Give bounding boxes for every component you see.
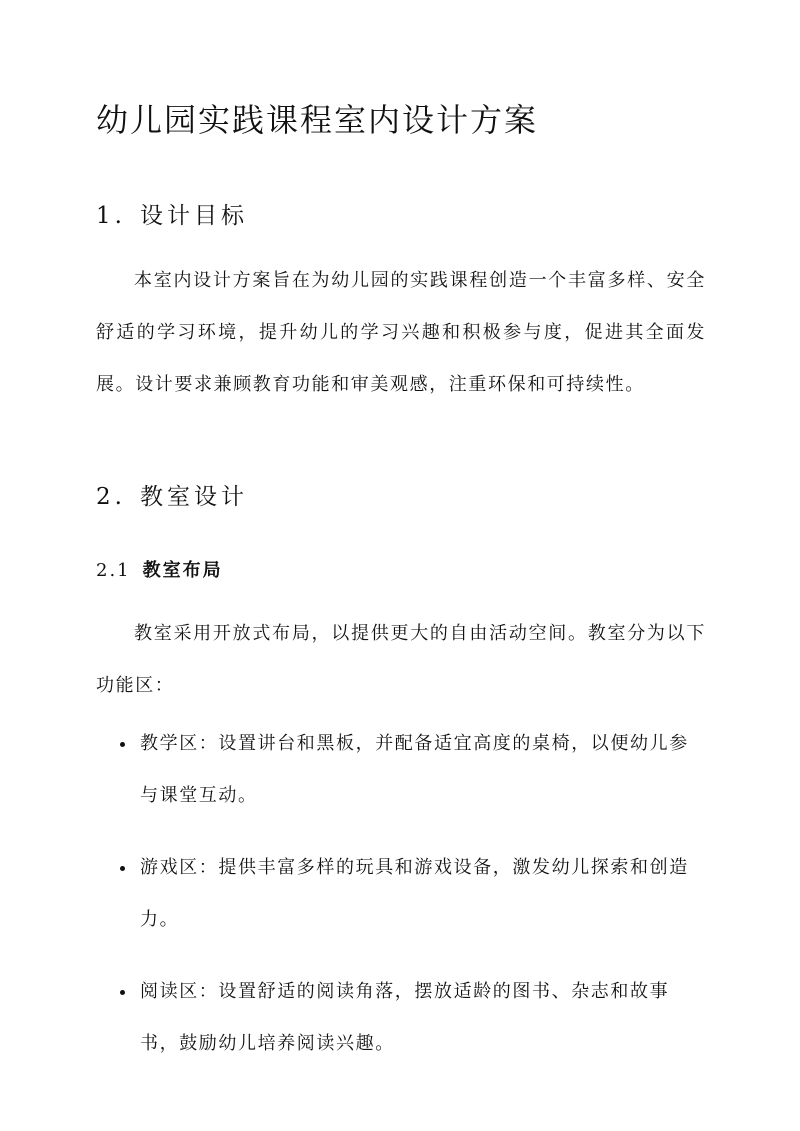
- section-title: 设计目标: [139, 203, 248, 229]
- design-goals-paragraph: 本室内设计方案旨在为幼儿园的实践课程创造一个丰富多样、安全舒适的学习环境，提升幼儿的学习兴趣和积极参与度，促进其全面发展。设计要求兼顾教育功能和审美观感，注重环保和可持续性。: [96, 270, 706, 395]
- bullet-icon: [120, 990, 125, 995]
- section-title: 教室设计: [139, 484, 248, 510]
- list-item-play-area: [96, 842, 706, 946]
- section-number: 1.: [96, 203, 126, 229]
- list-item-text: 教学区：设置讲台和黑板，并配备适宜高度的桌椅，以便幼儿参与课堂互动。: [140, 733, 689, 806]
- section-heading-classroom-design: [96, 478, 248, 511]
- bullet-icon: [120, 866, 125, 871]
- subsection-title: 教室布局: [142, 560, 223, 581]
- list-item-text: 阅读区：设置舒适的阅读角落，摆放适龄的图书、杂志和故事书，鼓励幼儿培养阅读兴趣。: [140, 981, 670, 1054]
- section-heading-design-goals: [96, 197, 248, 230]
- subsection-heading-classroom-layout: [96, 556, 223, 582]
- subsection-number: 2.1: [96, 560, 131, 581]
- list-item-teaching-area: [96, 718, 706, 822]
- section-number: 2.: [96, 484, 126, 510]
- list-item-reading-area: [96, 966, 706, 1070]
- bullet-icon: [120, 742, 125, 747]
- list-item-text: 游戏区：提供丰富多样的玩具和游戏设备，激发幼儿探索和创造力。: [140, 857, 689, 930]
- document-title: 幼儿园实践课程室内设计方案: [96, 101, 539, 139]
- functional-areas-list: [96, 718, 706, 1090]
- classroom-layout-paragraph: 教室采用开放式布局，以提供更大的自由活动空间。教室分为以下功能区：: [96, 623, 706, 696]
